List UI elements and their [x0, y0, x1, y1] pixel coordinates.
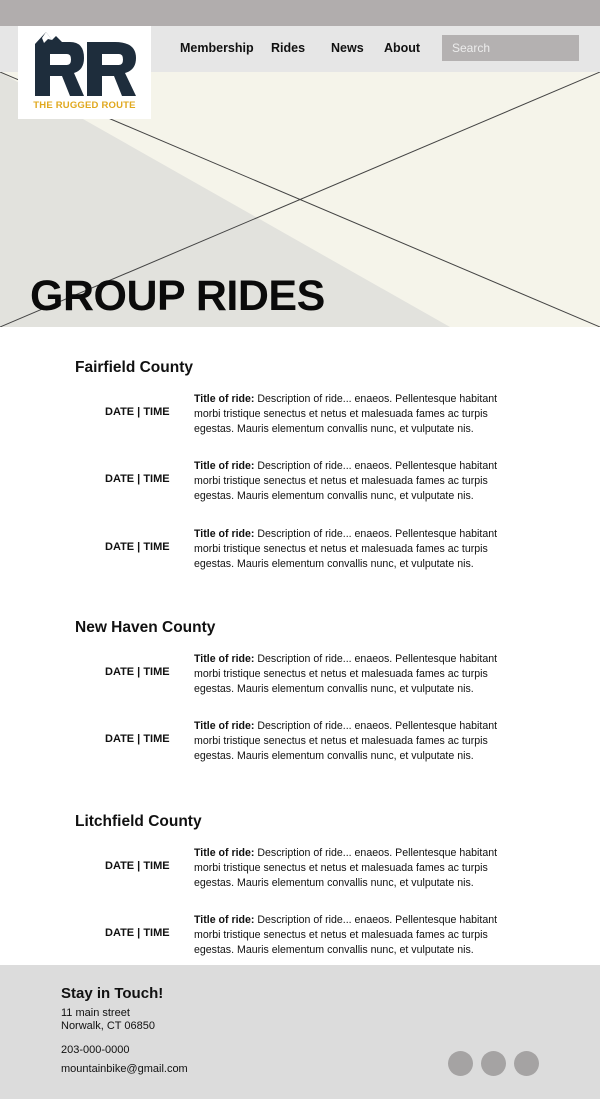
section-title-new-haven: New Haven County	[75, 619, 216, 636]
ride-description	[194, 846, 514, 891]
nav-rides[interactable]: Rides	[271, 41, 306, 55]
ride-description	[194, 527, 514, 572]
section-title-litchfield: Litchfield County	[75, 813, 202, 830]
ride-title[interactable]: Title of ride:	[194, 914, 255, 926]
logo-tagline: THE RUGGED ROUTE	[33, 100, 136, 111]
ride-date-time: DATE | TIME	[105, 406, 170, 418]
ride-description	[194, 913, 514, 958]
logo[interactable]	[18, 26, 151, 119]
ride-description-text: Description of ride... enaeos. Pellentesque habitant morbi tristique senectus et netus et malesuada fames ac turpis egestas. Mauris elementum convallis nunc, et vulputate nis.	[194, 847, 498, 889]
nav-membership[interactable]: Membership	[180, 41, 254, 55]
ride-date-time: DATE | TIME	[105, 733, 170, 745]
ride-date-time: DATE | TIME	[105, 860, 170, 872]
page-title: GROUP RIDES	[30, 272, 325, 320]
ride-description-text: Description of ride... enaeos. Pellentesque habitant morbi tristique senectus et netus et malesuada fames ac turpis egestas. Mauris elementum convallis nunc, et vulputate nis.	[194, 653, 498, 695]
ride-title[interactable]: Title of ride:	[194, 847, 255, 859]
ride-description-text: Description of ride... enaeos. Pellentesque habitant morbi tristique senectus et netus et malesuada fames ac turpis egestas. Mauris elementum convallis nunc, et vulputate nis.	[194, 393, 498, 435]
ride-description	[194, 459, 514, 504]
ride-title[interactable]: Title of ride:	[194, 528, 255, 540]
ride-description	[194, 392, 514, 437]
ride-description-text: Description of ride... enaeos. Pellentesque habitant morbi tristique senectus et netus et malesuada fames ac turpis egestas. Mauris elementum convallis nunc, et vulputate nis.	[194, 460, 498, 502]
footer-title: Stay in Touch!	[61, 985, 164, 1002]
footer-phone[interactable]: 203-000-0000	[61, 1044, 130, 1056]
ride-title[interactable]: Title of ride:	[194, 720, 255, 732]
nav-about[interactable]: About	[384, 41, 421, 55]
social-circle-icon[interactable]	[448, 1051, 473, 1076]
ride-description	[194, 652, 514, 697]
ride-date-time: DATE | TIME	[105, 666, 170, 678]
ride-title[interactable]: Title of ride:	[194, 460, 255, 472]
section-title-fairfield: Fairfield County	[75, 359, 193, 376]
footer	[0, 965, 600, 1099]
ride-title[interactable]: Title of ride:	[194, 393, 255, 405]
ride-date-time: DATE | TIME	[105, 541, 170, 553]
social-circle-icon[interactable]	[514, 1051, 539, 1076]
ride-description-text: Description of ride... enaeos. Pellentesque habitant morbi tristique senectus et netus et malesuada fames ac turpis egestas. Mauris elementum convallis nunc, et vulputate nis.	[194, 528, 498, 570]
ride-date-time: DATE | TIME	[105, 927, 170, 939]
footer-address-line1: 11 main street	[61, 1007, 130, 1019]
footer-address-line2: Norwalk, CT 06850	[61, 1020, 155, 1032]
search-input[interactable]	[442, 35, 579, 61]
ride-description-text: Description of ride... enaeos. Pellentesque habitant morbi tristique senectus et netus et malesuada fames ac turpis egestas. Mauris elementum convallis nunc, et vulputate nis.	[194, 914, 498, 956]
top-bar	[0, 0, 600, 26]
ride-description	[194, 719, 514, 764]
nav-news[interactable]: News	[331, 41, 364, 55]
ride-title[interactable]: Title of ride:	[194, 653, 255, 665]
footer-email[interactable]: mountainbike@gmail.com	[61, 1063, 188, 1075]
ride-description-text: Description of ride... enaeos. Pellentesque habitant morbi tristique senectus et netus et malesuada fames ac turpis egestas. Mauris elementum convallis nunc, et vulputate nis.	[194, 720, 498, 762]
social-circle-icon[interactable]	[481, 1051, 506, 1076]
ride-date-time: DATE | TIME	[105, 473, 170, 485]
